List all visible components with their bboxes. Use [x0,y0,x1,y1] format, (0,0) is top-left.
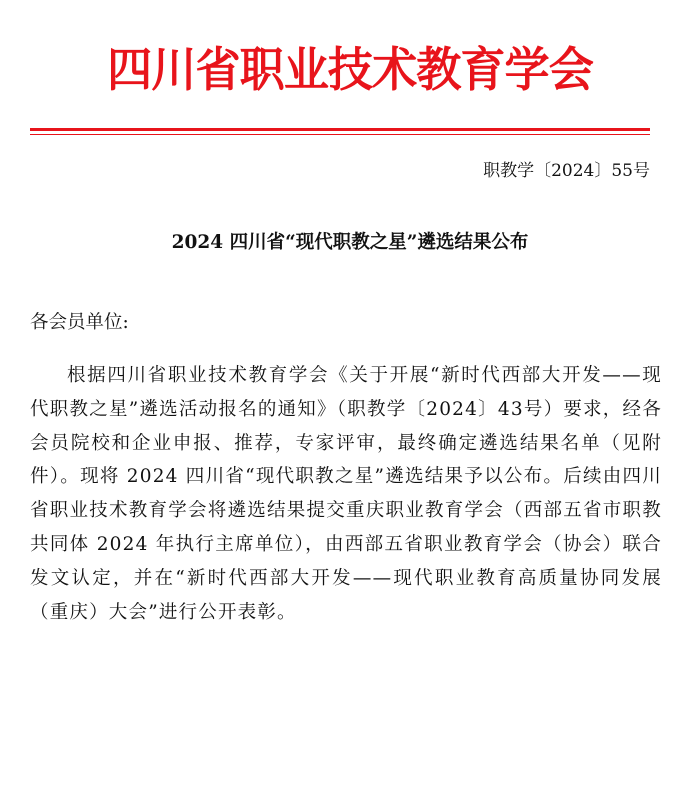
document-title: 2024 四川省“现代职教之星”遴选结果公布 [171,232,529,253]
red-header-rule-thin [30,134,650,135]
body-paragraph: 根据四川省职业技术教育学会《关于开展“新时代西部大开发——现代职教之星”遴选活动报名的通知》（职教学〔2024〕43号）要求，经各会员院校和企业申报、推荐，专家评审，最终确定遴选结果名单（见附件）。现将 2024 四川省“现代职教之星”遴选结果予以公布。后续由四川省职业技术教育学会将遴选结果提交重庆职业教育学会（西部五省市职教共同体 2024 年执行主席单位），由西部五省职业教育学会（协会）联合发文认定，并在“新时代西部大开发——现代职业教育高质量协同发展（重庆）大会”进行公开表彰。 [30,365,662,623]
red-header-rule-thick [30,128,650,131]
document-number: 职教学〔2024〕55号 [483,161,650,181]
organization-masthead: 四川省职业技术教育学会 [107,43,593,98]
salutation: 各会员单位: [30,312,129,333]
